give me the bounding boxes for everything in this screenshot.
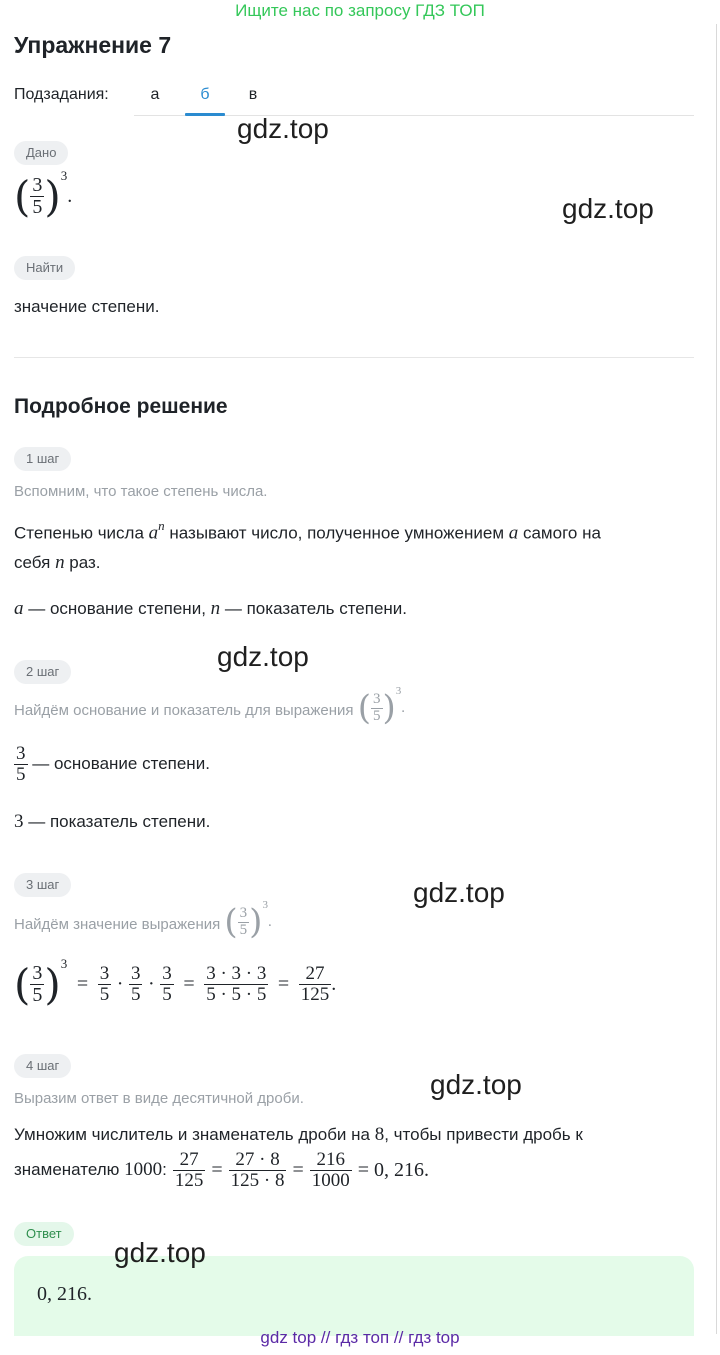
given-expression: ( $\frac{3}{5}$ )$^3$.	[14, 168, 73, 221]
watermark: gdz.top	[430, 1069, 522, 1100]
section-divider	[14, 357, 694, 358]
find-text: значение степени.	[14, 297, 160, 316]
answer-pill: Ответ	[14, 1222, 74, 1246]
active-tab-indicator	[185, 113, 225, 116]
step2-pill: 2 шаг	[14, 660, 71, 684]
footer-links[interactable]: gdz top // гдз топ // гдз top	[260, 1328, 460, 1347]
step1-line2: себя n раз.	[14, 552, 101, 573]
step2-exp-line: 3 — показатель степени.	[14, 811, 211, 832]
step4-pill: 4 шаг	[14, 1054, 71, 1078]
subtasks-label: Подзадания:	[14, 86, 109, 103]
tab-b[interactable]: б	[200, 86, 210, 103]
tab-v[interactable]: в	[248, 86, 258, 103]
right-border	[716, 24, 717, 1334]
step2-hint: Найдём основание и показатель для выражения ( $\frac{3}{5}$ )$^3$.	[14, 684, 406, 728]
watermark: gdz.top	[562, 193, 654, 224]
given-pill: Дано	[14, 141, 68, 165]
solution-title: Подробное решение	[14, 395, 228, 418]
step2-base-line: $\frac{3}{5}$ — основание степени.	[16, 743, 210, 785]
step3-pill: 3 шаг	[14, 873, 71, 897]
watermark: gdz.top	[217, 641, 309, 672]
step3-hint: Найдём значение выражения ( $\frac{3}{5}$ )$^3$.	[14, 898, 272, 942]
step4-line2: знаменателю 1000: $\frac{27}{125}$ = $\frac{27 \cdot 8}{125 \cdot 8}$ = $\frac{216}{1000}$ = 0, 216.	[14, 1149, 430, 1191]
top-banner: Ищите нас по запросу ГДЗ ТОП	[235, 1, 485, 20]
watermark: gdz.top	[413, 877, 505, 908]
step3-equation: ( $\frac{3}{5}$ )$^3$ = $\frac{3}{5}$ · $\frac{3}{5}$ · $\frac{3}{5}$ = $\frac{3 \cdot 3 \cdot 3}{5 \cdot 5 \cdot 5}$ = $\frac{27}{125}$ .	[14, 956, 337, 1009]
step4-hint: Выразим ответ в виде десятичной дроби.	[14, 1090, 304, 1107]
step1-line1: Степенью числа $a^n$ называют число, полученное умножением a самого на	[14, 518, 601, 544]
page-title: Упражнение 7	[14, 32, 172, 58]
watermark: gdz.top	[114, 1237, 206, 1268]
step1-pill: 1 шаг	[14, 447, 71, 471]
step1-hint: Вспомним, что такое степень числа.	[14, 483, 268, 500]
find-pill: Найти	[14, 256, 75, 280]
answer-value: 0, 216.	[37, 1283, 92, 1305]
watermark: gdz.top	[237, 113, 329, 144]
step1-line3: a — основание степени, n — показатель степени.	[14, 598, 408, 619]
step4-line1: Умножим числитель и знаменатель дроби на 8, чтобы привести дробь к	[14, 1124, 583, 1145]
tab-a[interactable]: а	[150, 86, 160, 103]
